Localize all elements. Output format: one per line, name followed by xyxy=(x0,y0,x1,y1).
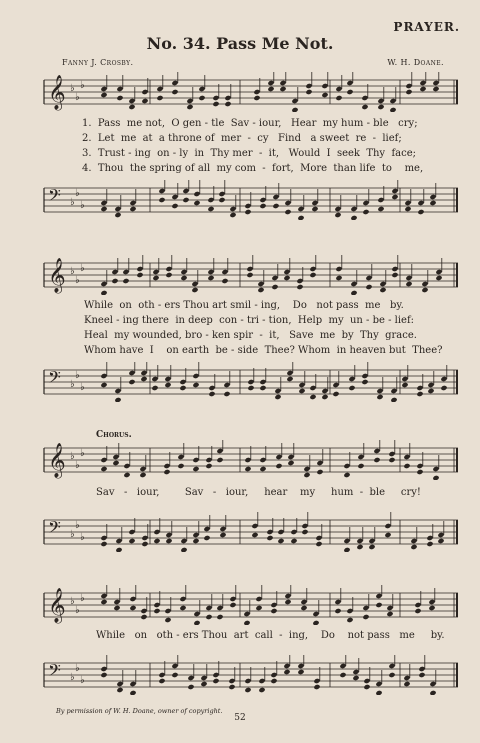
note-head xyxy=(100,290,107,295)
note-head xyxy=(100,466,107,472)
note-head xyxy=(376,394,383,400)
note-head xyxy=(346,89,353,95)
treble-clef-icon: 𝄞 xyxy=(48,75,66,110)
note-head xyxy=(414,608,421,614)
note-head xyxy=(391,194,398,200)
note-head xyxy=(198,95,205,101)
flat-icon: ♭ xyxy=(80,532,85,543)
note-head xyxy=(141,98,148,104)
note-head xyxy=(296,284,303,290)
note-head xyxy=(388,672,395,678)
flat-icon: ♭ xyxy=(80,80,85,91)
note-head xyxy=(316,469,323,475)
note-head xyxy=(212,678,219,684)
note-head xyxy=(428,605,435,611)
note-head xyxy=(334,212,341,218)
bass-staff xyxy=(40,180,460,220)
note-head xyxy=(165,272,172,278)
bass-clef-icon: 𝄢 xyxy=(48,517,61,541)
note-head xyxy=(244,466,251,472)
verse-line: While on oth - ers Thou art smil - ing, Do not pass me by. xyxy=(84,300,404,311)
note-head xyxy=(377,104,384,110)
note-head xyxy=(390,397,397,402)
note-head xyxy=(335,275,342,281)
note-head xyxy=(305,89,312,95)
note-head xyxy=(255,605,262,611)
note-head xyxy=(164,382,171,388)
note-head xyxy=(440,385,447,391)
note-head xyxy=(177,463,184,469)
note-head xyxy=(244,209,251,215)
note-head xyxy=(153,538,160,544)
note-head xyxy=(277,538,284,544)
note-head xyxy=(205,463,212,469)
note-head xyxy=(405,281,412,287)
note-head xyxy=(266,535,273,541)
note-head xyxy=(228,684,235,690)
note-head xyxy=(247,385,254,391)
chorus-label: Chorus. xyxy=(96,430,132,440)
note-head xyxy=(405,89,412,95)
note-head xyxy=(363,684,370,690)
note-head xyxy=(426,541,433,547)
note-head xyxy=(244,687,251,693)
note-head xyxy=(116,95,123,101)
note-head xyxy=(171,672,178,678)
note-head xyxy=(391,272,398,278)
treble-clef-icon: 𝄞 xyxy=(48,443,66,478)
note-head xyxy=(384,532,391,538)
note-head xyxy=(156,95,163,101)
note-head xyxy=(279,86,286,92)
note-head xyxy=(300,605,307,611)
note-head xyxy=(186,104,193,110)
note-head xyxy=(386,611,393,617)
note-head xyxy=(123,472,130,478)
chorus-lyrics-1 xyxy=(96,485,444,500)
note-head xyxy=(403,463,410,469)
note-head xyxy=(212,101,219,107)
note-head xyxy=(388,457,395,463)
note-head xyxy=(257,287,264,293)
note-head xyxy=(129,690,136,695)
note-head xyxy=(410,544,417,550)
note-head xyxy=(272,203,279,209)
note-head xyxy=(339,672,346,678)
note-head xyxy=(193,200,200,206)
note-head xyxy=(179,385,186,391)
note-head xyxy=(416,391,423,397)
verse-line: Sav - iour, Sav - iour, hear my hum - ble cry! xyxy=(96,487,421,498)
note-head xyxy=(243,620,250,625)
note-head xyxy=(432,86,439,92)
flat-icon: ♭ xyxy=(75,663,80,674)
copyright-footer: By permission of W. H. Doane, owner of copyright. xyxy=(56,707,223,715)
note-head xyxy=(290,538,297,544)
note-head xyxy=(274,394,281,400)
note-head xyxy=(207,275,214,281)
note-head xyxy=(403,681,410,687)
note-head xyxy=(223,391,230,397)
note-head xyxy=(259,385,266,391)
flat-icon: ♭ xyxy=(70,266,75,277)
note-head xyxy=(270,678,277,684)
flat-icon: ♭ xyxy=(75,605,80,616)
verse-line: 2. Let me at a throne of mer - cy Find a sweet re - lief; xyxy=(82,133,402,144)
treble-clef-icon: 𝄞 xyxy=(48,588,66,623)
note-head xyxy=(140,376,147,382)
music-system-2-bass xyxy=(40,362,460,402)
flat-icon: ♭ xyxy=(80,200,85,211)
flat-icon: ♭ xyxy=(80,675,85,686)
note-head xyxy=(259,466,266,472)
note-head xyxy=(158,678,165,684)
music-system-2-treble xyxy=(40,255,460,295)
flat-icon: ♭ xyxy=(80,448,85,459)
note-head xyxy=(203,535,210,541)
note-head xyxy=(221,278,228,284)
note-head xyxy=(379,287,386,293)
hymn-author: Fanny J. Crosby. xyxy=(62,58,134,67)
verse-line: Heal my wounded, bro - ken spir - it, Save me by Thy grace. xyxy=(84,330,417,341)
note-head xyxy=(251,532,258,538)
note-head xyxy=(229,602,236,608)
note-head xyxy=(158,197,165,203)
verse-line: 1. Pass me not, O gen - tle Sav - iour, Hear my hum - ble cry; xyxy=(82,118,418,129)
note-head xyxy=(267,86,274,92)
note-head xyxy=(309,272,316,278)
note-head xyxy=(361,379,368,385)
note-head xyxy=(417,209,424,215)
note-head xyxy=(139,472,146,478)
verse-block-2 xyxy=(84,298,456,358)
verse-line: While on oth - ers Thou art call - ing, Do not pass me by. xyxy=(96,630,445,641)
note-head xyxy=(335,95,342,101)
note-head xyxy=(200,681,207,687)
note-head xyxy=(343,472,350,478)
note-head xyxy=(286,376,293,382)
chorus-lyrics-2 xyxy=(96,628,444,643)
note-head xyxy=(298,388,305,394)
music-system-1-bass xyxy=(40,180,460,220)
note-head xyxy=(205,614,212,620)
verse-line: Whom have I on earth be - side Thee? Whom in heaven but Thee? xyxy=(84,345,443,356)
note-head xyxy=(429,200,436,206)
note-head xyxy=(350,290,357,295)
note-head xyxy=(284,599,291,605)
music-system-4-bass xyxy=(40,655,460,695)
note-head xyxy=(180,275,187,281)
note-head xyxy=(122,278,129,284)
note-head xyxy=(418,672,425,678)
flat-icon: ♭ xyxy=(75,275,80,286)
flat-icon: ♭ xyxy=(70,451,75,462)
note-head xyxy=(432,475,439,480)
bass-staff xyxy=(40,655,460,695)
note-head xyxy=(297,669,304,675)
music-system-1-treble xyxy=(40,72,460,112)
note-head xyxy=(192,382,199,388)
note-head xyxy=(192,466,199,472)
hymn-title: No. 34. Pass Me Not. xyxy=(146,34,334,53)
note-head xyxy=(421,287,428,293)
note-head xyxy=(153,608,160,614)
note-head xyxy=(332,391,339,397)
note-head xyxy=(112,460,119,466)
note-head xyxy=(437,538,444,544)
note-head xyxy=(100,382,107,388)
note-head xyxy=(270,608,277,614)
note-head xyxy=(313,684,320,690)
flat-icon: ♭ xyxy=(75,460,80,471)
treble-clef-icon: 𝄞 xyxy=(48,258,66,293)
note-head xyxy=(100,92,107,98)
verse-line: 4. Thou the spring of all my com - fort, More than life to me, xyxy=(82,163,424,174)
flat-icon: ♭ xyxy=(80,263,85,274)
note-head xyxy=(152,275,159,281)
hymn-composer: W. H. Doane. xyxy=(387,58,444,67)
bass-clef-icon: 𝄢 xyxy=(48,660,61,684)
note-head xyxy=(258,687,265,693)
note-head xyxy=(171,203,178,209)
note-head xyxy=(100,541,107,547)
note-head xyxy=(151,385,158,391)
note-head xyxy=(192,538,199,544)
page-number: 52 xyxy=(234,713,246,723)
note-head xyxy=(346,617,353,623)
treble-staff xyxy=(40,440,460,480)
note-head xyxy=(207,206,214,212)
note-head xyxy=(365,284,372,290)
treble-staff xyxy=(40,255,460,295)
note-head xyxy=(180,547,187,552)
note-head xyxy=(315,541,322,547)
note-head xyxy=(271,284,278,290)
music-system-4-treble xyxy=(40,585,460,625)
flat-icon: ♭ xyxy=(75,370,80,381)
note-head xyxy=(343,547,350,552)
verse-line: Kneel - ing there in deep con - tri - tion, Help my un - be - lief: xyxy=(84,315,415,326)
note-head xyxy=(141,541,148,547)
note-head xyxy=(297,215,304,220)
flat-icon: ♭ xyxy=(75,520,80,531)
note-head xyxy=(275,463,282,469)
note-head xyxy=(100,206,107,212)
note-head xyxy=(114,397,121,402)
note-head xyxy=(171,89,178,95)
note-head xyxy=(111,278,118,284)
note-head xyxy=(375,602,382,608)
note-head xyxy=(427,388,434,394)
note-head xyxy=(193,620,200,625)
note-head xyxy=(163,469,170,475)
note-head xyxy=(377,206,384,212)
flat-icon: ♭ xyxy=(75,188,80,199)
note-head xyxy=(100,672,107,678)
note-head xyxy=(419,86,426,92)
flat-icon: ♭ xyxy=(80,382,85,393)
note-head xyxy=(404,206,411,212)
flat-icon: ♭ xyxy=(80,593,85,604)
note-head xyxy=(116,687,123,693)
bass-staff xyxy=(40,362,460,402)
treble-staff xyxy=(40,585,460,625)
note-head xyxy=(129,605,136,611)
verse-block-1 xyxy=(82,116,454,176)
flat-icon: ♭ xyxy=(70,83,75,94)
note-head xyxy=(416,469,423,475)
bass-clef-icon: 𝄢 xyxy=(48,185,61,209)
note-head xyxy=(362,614,369,620)
note-head xyxy=(312,620,319,625)
note-head xyxy=(128,104,135,110)
note-head xyxy=(284,209,291,215)
note-head xyxy=(301,529,308,535)
note-head xyxy=(179,605,186,611)
note-head xyxy=(129,206,136,212)
note-head xyxy=(165,538,172,544)
note-head xyxy=(246,272,253,278)
note-head xyxy=(321,92,328,98)
note-head xyxy=(283,275,290,281)
note-head xyxy=(128,379,135,385)
note-head xyxy=(309,394,316,400)
note-head xyxy=(140,614,147,620)
note-head xyxy=(187,684,194,690)
note-head xyxy=(259,203,266,209)
verse-line: 3. Trust - ing on - ly in Thy mer - it, Would I seek Thy face; xyxy=(82,148,416,159)
note-head xyxy=(283,669,290,675)
note-head xyxy=(311,206,318,212)
treble-staff xyxy=(40,72,460,112)
category-heading: PRAYER. xyxy=(393,20,460,34)
note-head xyxy=(136,272,143,278)
note-head xyxy=(224,101,231,107)
note-head xyxy=(321,394,328,400)
note-head xyxy=(368,544,375,550)
flat-icon: ♭ xyxy=(70,596,75,607)
note-head xyxy=(113,605,120,611)
music-system-3-treble xyxy=(40,440,460,480)
note-head xyxy=(128,538,135,544)
note-head xyxy=(357,463,364,469)
note-head xyxy=(115,547,122,552)
note-head xyxy=(216,614,223,620)
note-head xyxy=(373,457,380,463)
note-head xyxy=(287,460,294,466)
note-head xyxy=(375,690,382,695)
flat-icon: ♭ xyxy=(70,529,75,540)
flat-icon: ♭ xyxy=(70,672,75,683)
note-head xyxy=(164,617,171,623)
note-head xyxy=(229,212,236,218)
note-head xyxy=(216,457,223,463)
flat-icon: ♭ xyxy=(75,92,80,103)
note-head xyxy=(389,107,396,112)
note-head xyxy=(361,104,368,110)
bass-clef-icon: 𝄢 xyxy=(48,367,61,391)
note-head xyxy=(114,212,121,218)
note-head xyxy=(218,197,225,203)
flat-icon: ♭ xyxy=(70,379,75,390)
note-head xyxy=(429,690,436,695)
note-head xyxy=(219,532,226,538)
note-head xyxy=(253,95,260,101)
note-head xyxy=(435,275,442,281)
note-head xyxy=(100,599,107,605)
note-head xyxy=(334,608,341,614)
bass-staff xyxy=(40,512,460,552)
note-head xyxy=(350,215,357,220)
note-head xyxy=(182,197,189,203)
note-head xyxy=(291,107,298,112)
note-head xyxy=(356,544,363,550)
note-head xyxy=(352,675,359,681)
note-head xyxy=(191,287,198,293)
note-head xyxy=(401,382,408,388)
note-head xyxy=(348,385,355,391)
note-head xyxy=(303,472,310,478)
note-head xyxy=(362,209,369,215)
note-head xyxy=(208,391,215,397)
music-system-3-bass xyxy=(40,512,460,552)
flat-icon: ♭ xyxy=(70,197,75,208)
